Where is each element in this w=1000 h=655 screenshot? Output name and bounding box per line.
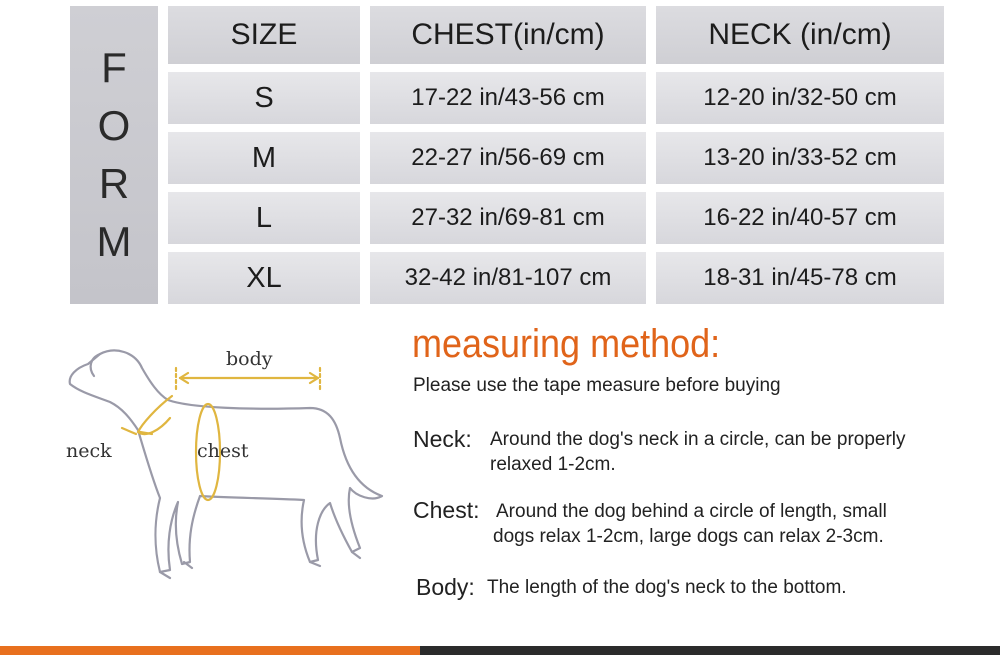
dog-outline-illustration xyxy=(60,338,400,598)
table-cell-size: S xyxy=(168,72,360,124)
neck-term: Neck: xyxy=(413,426,472,452)
table-cell-size: M xyxy=(168,132,360,184)
footer-accent-bar xyxy=(0,646,420,655)
chest-description-line-1: Around the dog behind a circle of length, small xyxy=(496,501,887,522)
chest-description-line-2: dogs relax 1-2cm, large dogs can relax 2-3cm. xyxy=(493,526,884,547)
table-cell-neck: 16-22 in/40-57 cm xyxy=(656,192,944,244)
diagram-label-body: body xyxy=(226,348,273,370)
intro-text: Please use the tape measure before buying xyxy=(413,375,781,396)
neck-description-line-1: Around the dog's neck in a circle, can be properly xyxy=(490,429,906,450)
form-letter-o: O xyxy=(97,102,131,149)
form-vertical-label xyxy=(70,6,158,304)
table-cell-chest: 27-32 in/69-81 cm xyxy=(370,192,646,244)
table-cell-neck: 18-31 in/45-78 cm xyxy=(656,252,944,304)
chest-term: Chest: xyxy=(413,497,480,523)
header-size: SIZE xyxy=(168,6,360,64)
body-description: The length of the dog's neck to the bottom. xyxy=(487,577,847,598)
header-neck: NECK (in/cm) xyxy=(656,6,944,64)
header-chest: CHEST(in/cm) xyxy=(370,6,646,64)
form-letter-f: F xyxy=(101,44,127,91)
form-letter-r: R xyxy=(98,160,130,207)
table-cell-chest: 17-22 in/43-56 cm xyxy=(370,72,646,124)
diagram-label-neck: neck xyxy=(66,440,112,462)
neck-description-line-2: relaxed 1-2cm. xyxy=(490,454,616,475)
measuring-method-title: measuring method: xyxy=(412,322,721,366)
table-cell-size: XL xyxy=(168,252,360,304)
table-cell-chest: 22-27 in/56-69 cm xyxy=(370,132,646,184)
table-cell-chest: 32-42 in/81-107 cm xyxy=(370,252,646,304)
form-letter-m: M xyxy=(96,218,132,265)
table-cell-neck: 12-20 in/32-50 cm xyxy=(656,72,944,124)
footer-dark-bar xyxy=(420,646,1000,655)
table-cell-size: L xyxy=(168,192,360,244)
diagram-label-chest: chest xyxy=(197,440,249,462)
table-cell-neck: 13-20 in/33-52 cm xyxy=(656,132,944,184)
body-term: Body: xyxy=(416,574,475,600)
